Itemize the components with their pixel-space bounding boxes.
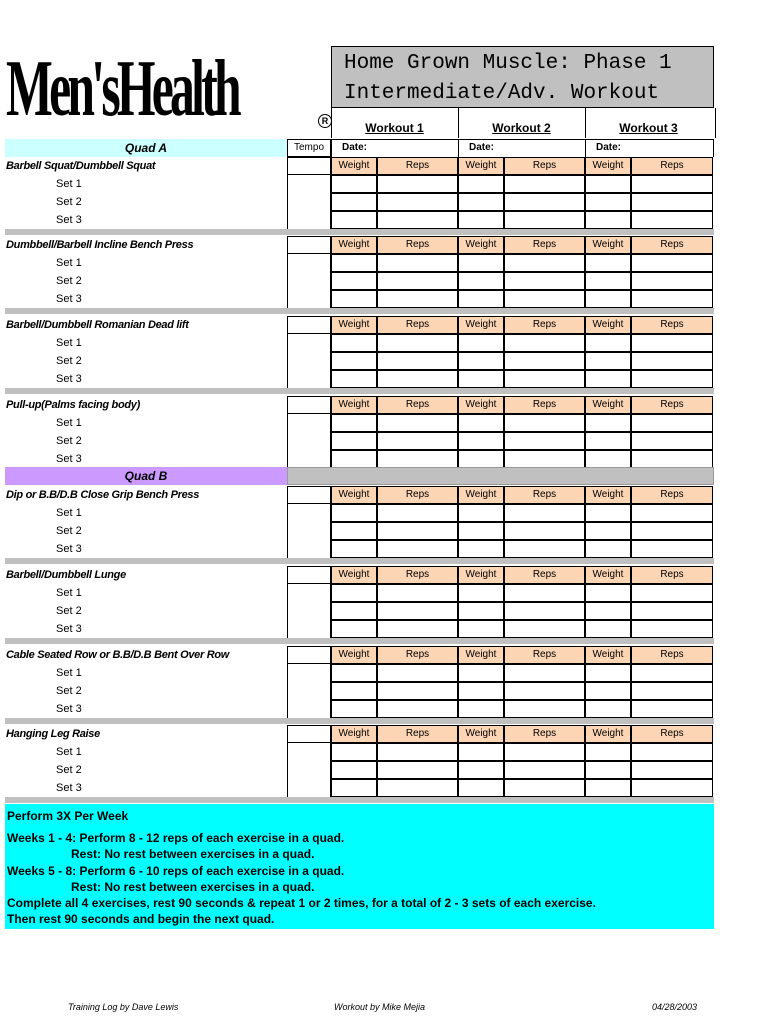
set-label: Set 1: [56, 667, 82, 679]
reps-header: Reps: [377, 646, 458, 664]
weight-cell[interactable]: [458, 450, 504, 468]
weight-cell[interactable]: [331, 761, 377, 779]
set-label: Set 2: [56, 605, 82, 617]
reps-header: Reps: [377, 396, 458, 414]
weight-cell[interactable]: [458, 414, 504, 432]
reps-header: Reps: [504, 566, 585, 584]
weight-cell[interactable]: [458, 584, 504, 602]
reps-cell[interactable]: [377, 682, 458, 700]
exercise-name: Cable Seated Row or B.B/D.B Bent Over Row: [6, 649, 230, 661]
weight-cell[interactable]: [331, 522, 377, 540]
tempo-header: Tempo: [287, 139, 331, 157]
reps-cell[interactable]: [377, 175, 458, 193]
set-label: Set 3: [56, 373, 82, 385]
exercise-name: Barbell Squat/Dumbbell Squat: [6, 160, 156, 172]
weight-cell[interactable]: [585, 432, 631, 450]
weight-cell[interactable]: [331, 211, 377, 229]
set-label: Set 3: [56, 782, 82, 794]
reps-cell[interactable]: [504, 522, 585, 540]
weight-header: Weight: [585, 486, 631, 504]
tempo-column[interactable]: [287, 254, 331, 308]
weight-header: Weight: [458, 396, 504, 414]
weight-cell[interactable]: [331, 175, 377, 193]
weight-header: Weight: [585, 566, 631, 584]
reps-cell[interactable]: [631, 254, 713, 272]
weight-header: Weight: [331, 396, 377, 414]
weight-cell[interactable]: [458, 290, 504, 308]
reps-cell[interactable]: [631, 700, 713, 718]
weight-header: Weight: [331, 486, 377, 504]
exercise-name: Hanging Leg Raise: [6, 728, 100, 740]
sheet-title: [331, 46, 714, 108]
weight-cell[interactable]: [458, 370, 504, 388]
set-label: Set 3: [56, 703, 82, 715]
reps-cell[interactable]: [631, 602, 713, 620]
reps-cell[interactable]: [631, 761, 713, 779]
reps-cell[interactable]: [631, 743, 713, 761]
reps-cell[interactable]: [504, 779, 585, 797]
reps-cell[interactable]: [631, 779, 713, 797]
reps-cell[interactable]: [504, 334, 585, 352]
reps-cell[interactable]: [504, 584, 585, 602]
weight-header: Weight: [331, 646, 377, 664]
reps-cell[interactable]: [631, 414, 713, 432]
weight-cell[interactable]: [458, 432, 504, 450]
set-label: Set 1: [56, 507, 82, 519]
reps-cell[interactable]: [377, 272, 458, 290]
row-separator: [5, 797, 714, 803]
set-label: Set 3: [56, 623, 82, 635]
weight-cell[interactable]: [458, 761, 504, 779]
tempo-input[interactable]: [287, 157, 331, 175]
reps-cell[interactable]: [377, 432, 458, 450]
weight-cell[interactable]: [458, 254, 504, 272]
weight-cell[interactable]: [585, 743, 631, 761]
tempo-input[interactable]: [287, 725, 331, 743]
reps-cell[interactable]: [504, 664, 585, 682]
reps-cell[interactable]: [377, 584, 458, 602]
weight-cell[interactable]: [331, 540, 377, 558]
weight-cell[interactable]: [458, 334, 504, 352]
weight-cell[interactable]: [585, 272, 631, 290]
row-separator: [5, 308, 714, 314]
quad-b-gray-band: [287, 467, 714, 485]
weight-cell[interactable]: [331, 504, 377, 522]
weight-cell[interactable]: [585, 522, 631, 540]
reps-cell[interactable]: [377, 664, 458, 682]
quad-b-label: Quad B: [124, 469, 168, 483]
rest-note-2: Rest: No rest between exercises in a quad.: [71, 879, 315, 894]
tempo-input[interactable]: [287, 486, 331, 504]
weight-cell[interactable]: [331, 254, 377, 272]
reps-cell[interactable]: [504, 175, 585, 193]
exercise-name: Dip or B.B/D.B Close Grip Bench Press: [6, 489, 200, 501]
weight-cell[interactable]: [585, 761, 631, 779]
weight-cell[interactable]: [331, 432, 377, 450]
weight-cell[interactable]: [458, 682, 504, 700]
weight-header: Weight: [458, 486, 504, 504]
reps-cell[interactable]: [377, 290, 458, 308]
weight-cell[interactable]: [458, 504, 504, 522]
quad-a-label: Quad A: [124, 141, 168, 155]
reps-cell[interactable]: [631, 450, 713, 468]
weight-cell[interactable]: [585, 175, 631, 193]
weight-cell[interactable]: [585, 602, 631, 620]
tempo-input[interactable]: [287, 316, 331, 334]
reps-cell[interactable]: [377, 414, 458, 432]
set-label: Set 1: [56, 337, 82, 349]
registered-mark-icon: R: [318, 114, 332, 128]
weight-header: Weight: [585, 396, 631, 414]
weight-cell[interactable]: [458, 193, 504, 211]
row-separator: [5, 638, 714, 644]
weight-header: Weight: [458, 236, 504, 254]
weight-cell[interactable]: [585, 193, 631, 211]
reps-cell[interactable]: [631, 504, 713, 522]
weight-cell[interactable]: [458, 602, 504, 620]
weeks-5-8-note: Weeks 5 - 8: Perform 6 - 10 reps of each exercise in a quad.: [7, 863, 345, 878]
set-label: Set 2: [56, 355, 82, 367]
reps-header: Reps: [504, 486, 585, 504]
reps-cell[interactable]: [504, 743, 585, 761]
weight-cell[interactable]: [585, 584, 631, 602]
reps-header: Reps: [631, 486, 713, 504]
row-separator: [5, 229, 714, 235]
tempo-input[interactable]: [287, 646, 331, 664]
reps-header: Reps: [631, 566, 713, 584]
workout-1-heading: Workout 1: [365, 121, 424, 135]
set-label: Set 1: [56, 417, 82, 429]
weight-header: Weight: [331, 157, 377, 175]
reps-header: Reps: [377, 566, 458, 584]
reps-cell[interactable]: [504, 432, 585, 450]
weight-header: Weight: [331, 566, 377, 584]
weight-header: Weight: [585, 157, 631, 175]
weight-header: Weight: [331, 236, 377, 254]
reps-cell[interactable]: [504, 272, 585, 290]
weight-cell[interactable]: [331, 450, 377, 468]
reps-header: Reps: [504, 316, 585, 334]
reps-header: Reps: [631, 157, 713, 175]
then-rest-note: Then rest 90 seconds and begin the next quad.: [7, 912, 275, 927]
workout-3-heading: Workout 3: [619, 121, 678, 135]
reps-cell[interactable]: [631, 193, 713, 211]
row-separator: [5, 718, 714, 724]
weight-header: Weight: [331, 316, 377, 334]
reps-header: Reps: [504, 646, 585, 664]
reps-cell[interactable]: [631, 211, 713, 229]
reps-cell[interactable]: [377, 211, 458, 229]
weight-cell[interactable]: [331, 352, 377, 370]
reps-cell[interactable]: [631, 540, 713, 558]
mens-health-logo: Men'sHealth: [6, 45, 238, 133]
weeks-1-4-note: Weeks 1 - 4: Perform 8 - 12 reps of each exercise in a quad.: [7, 831, 345, 846]
set-label: Set 2: [56, 435, 82, 447]
reps-cell[interactable]: [377, 254, 458, 272]
tempo-column[interactable]: [287, 414, 331, 468]
footer-date: 04/28/2003: [652, 1002, 698, 1012]
perform-frequency: Perform 3X Per Week: [7, 809, 129, 823]
reps-header: Reps: [631, 396, 713, 414]
reps-header: Reps: [504, 725, 585, 743]
reps-header: Reps: [504, 396, 585, 414]
reps-cell[interactable]: [377, 743, 458, 761]
workout-3-date[interactable]: Date:: [585, 139, 714, 157]
reps-cell[interactable]: [377, 450, 458, 468]
exercise-name: Pull-up(Palms facing body): [6, 399, 140, 411]
reps-cell[interactable]: [631, 334, 713, 352]
reps-header: Reps: [504, 236, 585, 254]
reps-cell[interactable]: [377, 352, 458, 370]
weight-cell[interactable]: [585, 352, 631, 370]
workout-1-date[interactable]: Date:: [331, 139, 458, 157]
tempo-column[interactable]: [287, 743, 331, 797]
set-label: Set 1: [56, 178, 82, 190]
set-label: Set 3: [56, 453, 82, 465]
reps-header: Reps: [377, 157, 458, 175]
reps-cell[interactable]: [504, 700, 585, 718]
weight-cell[interactable]: [458, 664, 504, 682]
weight-header: Weight: [458, 646, 504, 664]
reps-cell[interactable]: [504, 450, 585, 468]
weight-cell[interactable]: [458, 779, 504, 797]
reps-cell[interactable]: [504, 540, 585, 558]
reps-cell[interactable]: [377, 504, 458, 522]
weight-cell[interactable]: [585, 450, 631, 468]
weight-cell[interactable]: [331, 414, 377, 432]
tempo-input[interactable]: [287, 236, 331, 254]
weight-cell[interactable]: [331, 620, 377, 638]
weight-cell[interactable]: [331, 334, 377, 352]
reps-cell[interactable]: [631, 620, 713, 638]
reps-cell[interactable]: [504, 504, 585, 522]
tempo-column[interactable]: [287, 334, 331, 388]
weight-cell[interactable]: [331, 272, 377, 290]
weight-cell[interactable]: [331, 779, 377, 797]
reps-cell[interactable]: [504, 761, 585, 779]
reps-cell[interactable]: [377, 334, 458, 352]
weight-cell[interactable]: [585, 504, 631, 522]
reps-cell[interactable]: [504, 602, 585, 620]
footer-log-credit: Training Log by Dave Lewis: [68, 1002, 179, 1012]
weight-header: Weight: [585, 725, 631, 743]
weight-header: Weight: [585, 236, 631, 254]
set-label: Set 3: [56, 214, 82, 226]
reps-cell[interactable]: [377, 700, 458, 718]
reps-cell[interactable]: [631, 584, 713, 602]
weight-cell[interactable]: [585, 620, 631, 638]
weight-cell[interactable]: [331, 290, 377, 308]
reps-cell[interactable]: [504, 290, 585, 308]
reps-cell[interactable]: [631, 522, 713, 540]
workout-2-heading: Workout 2: [492, 121, 551, 135]
reps-header: Reps: [631, 316, 713, 334]
reps-header: Reps: [377, 236, 458, 254]
reps-header: Reps: [377, 486, 458, 504]
reps-cell[interactable]: [504, 414, 585, 432]
tempo-column[interactable]: [287, 504, 331, 558]
exercise-name: Barbell/Dumbbell Lunge: [6, 569, 126, 581]
weight-cell[interactable]: [458, 211, 504, 229]
weight-cell[interactable]: [458, 743, 504, 761]
weight-cell[interactable]: [331, 700, 377, 718]
tempo-column[interactable]: [287, 584, 331, 638]
set-label: Set 2: [56, 275, 82, 287]
weight-cell[interactable]: [585, 700, 631, 718]
reps-cell[interactable]: [631, 432, 713, 450]
reps-cell[interactable]: [631, 370, 713, 388]
weight-cell[interactable]: [331, 743, 377, 761]
weight-header: Weight: [458, 566, 504, 584]
weight-header: Weight: [585, 316, 631, 334]
reps-cell[interactable]: [377, 779, 458, 797]
set-label: Set 2: [56, 196, 82, 208]
exercise-name: Barbell/Dumbbell Romanian Dead lift: [6, 319, 189, 331]
workout-2-date[interactable]: Date:: [458, 139, 585, 157]
set-label: Set 3: [56, 543, 82, 555]
set-label: Set 1: [56, 257, 82, 269]
weight-cell[interactable]: [458, 175, 504, 193]
reps-header: Reps: [377, 725, 458, 743]
reps-cell[interactable]: [504, 211, 585, 229]
weight-cell[interactable]: [331, 682, 377, 700]
tempo-column[interactable]: [287, 664, 331, 718]
reps-cell[interactable]: [504, 254, 585, 272]
reps-cell[interactable]: [504, 352, 585, 370]
weight-cell[interactable]: [458, 272, 504, 290]
tempo-input[interactable]: [287, 566, 331, 584]
tempo-input[interactable]: [287, 396, 331, 414]
weight-cell[interactable]: [585, 254, 631, 272]
weight-cell[interactable]: [585, 540, 631, 558]
weight-header: Weight: [331, 725, 377, 743]
reps-cell[interactable]: [377, 540, 458, 558]
reps-header: Reps: [631, 236, 713, 254]
instructions-panel: [5, 804, 714, 929]
reps-cell[interactable]: [631, 272, 713, 290]
reps-cell[interactable]: [504, 370, 585, 388]
set-label: Set 2: [56, 525, 82, 537]
set-label: Set 1: [56, 746, 82, 758]
weight-cell[interactable]: [585, 414, 631, 432]
weight-cell[interactable]: [458, 620, 504, 638]
weight-cell[interactable]: [331, 584, 377, 602]
reps-cell[interactable]: [631, 664, 713, 682]
reps-cell[interactable]: [377, 620, 458, 638]
weight-cell[interactable]: [585, 779, 631, 797]
weight-cell[interactable]: [585, 211, 631, 229]
reps-cell[interactable]: [631, 175, 713, 193]
reps-cell[interactable]: [504, 193, 585, 211]
complete-note: Complete all 4 exercises, rest 90 seconds & repeat 1 or 2 times, for a total of 2 - 3 sets of each exercise.: [7, 896, 596, 911]
weight-cell[interactable]: [585, 370, 631, 388]
reps-cell[interactable]: [631, 682, 713, 700]
reps-cell[interactable]: [377, 370, 458, 388]
weight-cell[interactable]: [331, 602, 377, 620]
title-line-1: Home Grown Muscle: Phase 1: [344, 52, 672, 75]
weight-cell[interactable]: [331, 664, 377, 682]
rest-note-1: Rest: No rest between exercises in a quad.: [71, 847, 315, 862]
tempo-column[interactable]: [287, 175, 331, 229]
row-separator: [5, 558, 714, 564]
reps-cell[interactable]: [504, 620, 585, 638]
exercise-name: Dumbbell/Barbell Incline Bench Press: [6, 239, 194, 251]
reps-header: Reps: [504, 157, 585, 175]
footer-workout-credit: Workout by Mike Mejia: [334, 1002, 426, 1012]
set-label: Set 1: [56, 587, 82, 599]
reps-cell[interactable]: [377, 602, 458, 620]
set-label: Set 2: [56, 764, 82, 776]
reps-cell[interactable]: [377, 761, 458, 779]
reps-cell[interactable]: [631, 290, 713, 308]
weight-cell[interactable]: [585, 682, 631, 700]
weight-cell[interactable]: [585, 664, 631, 682]
weight-header: Weight: [585, 646, 631, 664]
reps-cell[interactable]: [631, 352, 713, 370]
weight-cell[interactable]: [331, 193, 377, 211]
row-separator: [5, 388, 714, 394]
weight-header: Weight: [458, 157, 504, 175]
reps-cell[interactable]: [377, 522, 458, 540]
weight-header: Weight: [458, 725, 504, 743]
weight-cell[interactable]: [458, 352, 504, 370]
weight-cell[interactable]: [458, 522, 504, 540]
weight-cell[interactable]: [585, 334, 631, 352]
reps-cell[interactable]: [377, 193, 458, 211]
weight-cell[interactable]: [331, 370, 377, 388]
reps-header: Reps: [377, 316, 458, 334]
set-label: Set 2: [56, 685, 82, 697]
weight-header: Weight: [458, 316, 504, 334]
weight-cell[interactable]: [458, 540, 504, 558]
set-label: Set 3: [56, 293, 82, 305]
reps-header: Reps: [631, 725, 713, 743]
weight-cell[interactable]: [458, 700, 504, 718]
title-line-2: Intermediate/Adv. Workout: [344, 82, 660, 105]
weight-cell[interactable]: [585, 290, 631, 308]
reps-header: Reps: [631, 646, 713, 664]
reps-cell[interactable]: [504, 682, 585, 700]
